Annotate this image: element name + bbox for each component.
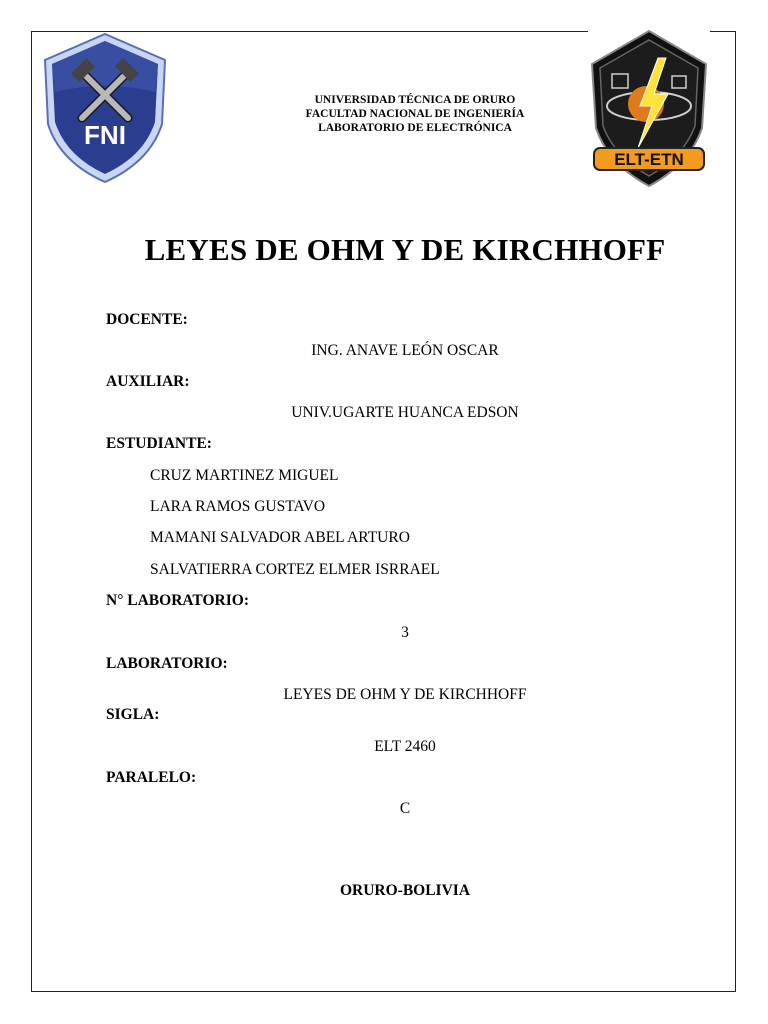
laboratorio-value: LEYES DE OHM Y DE KIRCHHOFF — [283, 686, 527, 703]
document-title: LEYES DE OHM Y DE KIRCHHOFF — [144, 232, 666, 267]
docente-value: ING. ANAVE LEÓN OSCAR — [311, 342, 499, 359]
estudiante-label: ESTUDIANTE: — [106, 435, 212, 452]
location-footer: ORURO-BOLIVIA — [339, 882, 471, 899]
student-name: CRUZ MARTINEZ MIGUEL — [150, 467, 339, 484]
n-laboratorio-label: N° LABORATORIO: — [106, 592, 249, 609]
elt-etn-logo-text: ELT-ETN — [614, 150, 684, 169]
institution-header — [230, 93, 600, 135]
sigla-label: SIGLA: — [106, 706, 160, 723]
docente-label: DOCENTE: — [106, 311, 188, 328]
paralelo-label: PARALELO: — [106, 769, 197, 786]
faculty-name: FACULTAD NACIONAL DE INGENIERÍA — [305, 108, 525, 120]
elt-etn-logo — [586, 28, 712, 190]
student-name: MAMANI SALVADOR ABEL ARTURO — [150, 529, 410, 546]
auxiliar-value: UNIV.UGARTE HUANCA EDSON — [291, 404, 519, 421]
paralelo-value: C — [399, 800, 411, 817]
fni-logo — [40, 32, 170, 184]
fni-logo-text: FNI — [84, 120, 126, 150]
university-name: UNIVERSIDAD TÉCNICA DE ORURO — [314, 94, 516, 106]
auxiliar-label: AUXILIAR: — [106, 373, 190, 390]
student-name: LARA RAMOS GUSTAVO — [150, 498, 326, 515]
student-name: SALVATIERRA CORTEZ ELMER ISRRAEL — [150, 561, 440, 578]
lab-name: LABORATORIO DE ELECTRÓNICA — [318, 122, 512, 134]
laboratorio-label: LABORATORIO: — [106, 655, 228, 672]
sigla-value: ELT 2460 — [374, 738, 436, 755]
n-laboratorio-value: 3 — [401, 624, 409, 641]
